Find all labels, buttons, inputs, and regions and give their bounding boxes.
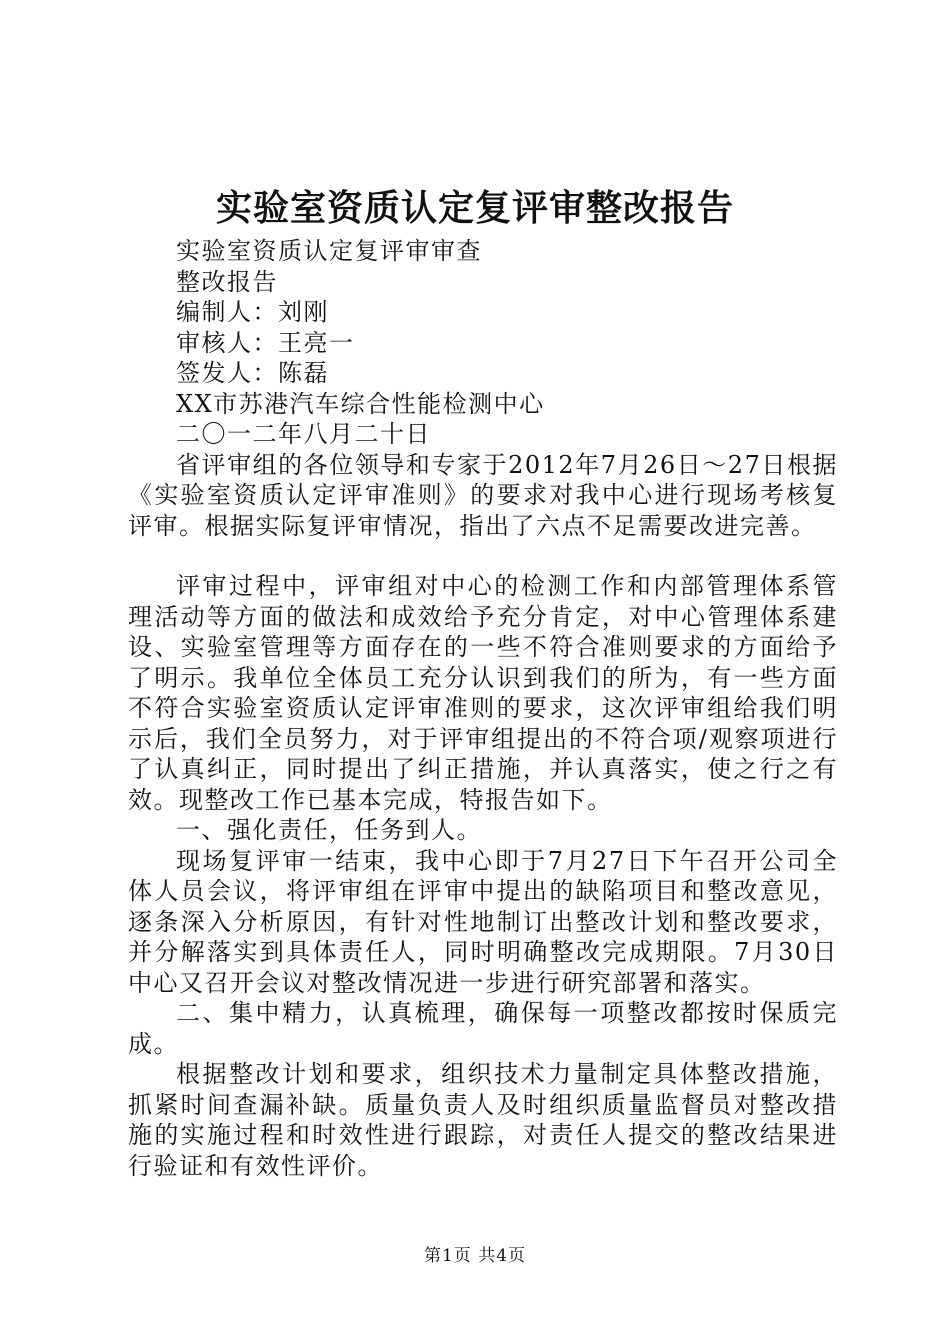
section-heading-1: 一、强化责任，任务到人。	[176, 816, 482, 844]
compiler-line: 编制人：刘刚	[176, 298, 329, 326]
document-body	[128, 236, 838, 1181]
page-footer: 第1页 共4页	[423, 1246, 527, 1266]
paragraph-intro: 省评审组的各位领导和专家于2012年7月26日～27日根据《实验室资质认定评审准则》的要求对我中心进行现场考核复评审。根据实际复评审情况，指出了六点不足需要改进完善。	[128, 450, 838, 540]
paragraph-section-2: 根据整改计划和要求，组织技术力量制定具体整改措施，抓紧时间查漏补缺。质量负责人及时组织质量监督员对整改措施的实施过程和时效性进行跟踪，对责任人提交的整改结果进行验证和有效性评价。	[128, 1060, 838, 1180]
reviewer-line: 审核人：王亮一	[176, 328, 355, 357]
subtitle-line-2: 整改报告	[176, 267, 278, 296]
organization-line: XX市苏港汽车综合性能检测中心	[176, 389, 545, 418]
paragraph-section-1: 现场复评审一结束，我中心即于7月27日下午召开公司全体人员会议，将评审组在评审中提出的缺陷项目和整改意见，逐条深入分析原因，有针对性地制订出整改计划和整改要求，并分解落实到具体责任人，同时明确整改完成期限。7月30日中心又召开会议对整改情况进一步进行研究部署和落实。	[128, 846, 838, 997]
date-line: 二〇一二年八月二十日	[176, 420, 431, 448]
section-heading-2: 二、集中精力，认真梳理，确保每一项整改都按时保质完成。	[128, 999, 838, 1058]
subtitle-line-1: 实验室资质认定复评审审查	[176, 237, 482, 265]
paragraph-review-process: 评审过程中，评审组对中心的检测工作和内部管理体系管理活动等方面的做法和成效给予充分肯定，对中心管理体系建设、实验室管理等方面存在的一些不符合准则要求的方面给予了明示。我单位全体员工充分认识到我们的所为，有一些方面不符合实验室资质认定评审准则的要求，这次评审组给我们明示后，我们全员努力，对于评审组提出的不符合项/观察项进行了认真纠正，同时提出了纠正措施，并认真落实，使之行之有效。现整改工作已基本完成，特报告如下。	[128, 572, 838, 814]
document-title: 实验室资质认定复评审整改报告	[215, 187, 734, 229]
issuer-line: 签发人：陈磊	[176, 359, 329, 387]
